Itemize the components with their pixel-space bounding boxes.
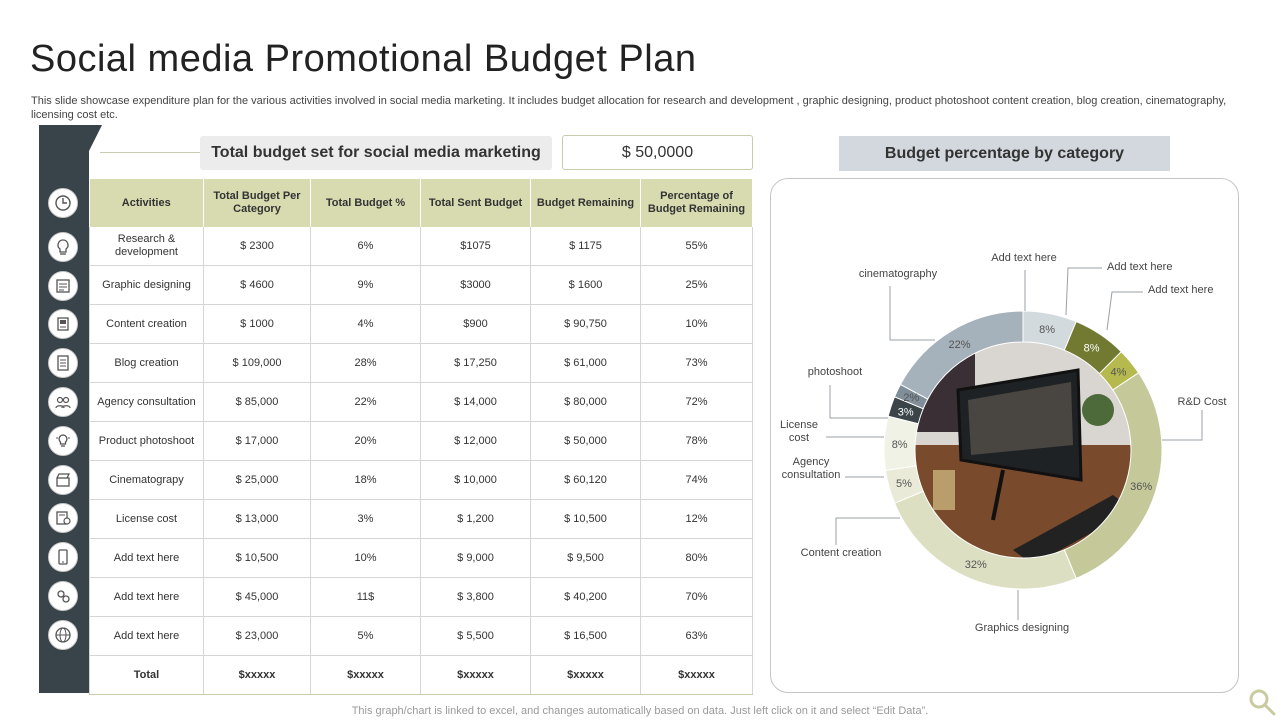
percent-remaining-cell: 12% (641, 500, 753, 539)
budget-percent-cell: 18% (311, 461, 421, 500)
percent-remaining-cell: 80% (641, 539, 753, 578)
callout-line (1107, 292, 1143, 330)
budget-percent-cell: 4% (311, 305, 421, 344)
budget-per-category-cell: $ 2300 (204, 227, 311, 266)
pie-slice-label: 22% (948, 339, 971, 352)
pie-slice-label: 36% (1130, 480, 1153, 493)
sent-budget-cell: $ 14,000 (421, 383, 531, 422)
callout-line (890, 286, 935, 340)
budget-remaining-cell: $ 16,500 (531, 617, 641, 656)
percent-remaining-cell: 70% (641, 578, 753, 617)
activity-cell: Product photoshoot (90, 422, 204, 461)
activity-cell: Graphic designing (90, 266, 204, 305)
total-value: $xxxxx (531, 656, 641, 695)
pie-slice-label: 2% (903, 392, 920, 405)
callout-line (836, 518, 900, 545)
sent-budget-cell: $ 3,800 (421, 578, 531, 617)
callout-label: R&D Cost (1177, 396, 1227, 408)
callout-label: Add text here (991, 252, 1057, 264)
budget-per-category-cell: $ 13,000 (204, 500, 311, 539)
percent-remaining-cell: 63% (641, 617, 753, 656)
sent-budget-cell: $ 12,000 (421, 422, 531, 461)
budget-remaining-cell: $ 90,750 (531, 305, 641, 344)
budget-percent-cell: 6% (311, 227, 421, 266)
budget-percent-cell: 5% (311, 617, 421, 656)
activity-cell: Agency consultation (90, 383, 204, 422)
pie-slice-label: 8% (1039, 323, 1056, 336)
budget-remaining-cell: $ 1600 (531, 266, 641, 305)
sent-budget-cell: $1075 (421, 227, 531, 266)
header-percent-remaining: Percentage of Budget Remaining (641, 179, 753, 227)
total-budget-value: $ 50,0000 (562, 135, 753, 170)
page-description: This slide showcase expenditure plan for the various activities involved in social media marketing. It includes budget allocation for research and development , graphic designing, product photoshoot content creation, blog creation, cinematography, licensing cost etc. (31, 95, 1227, 121)
budget-remaining-cell: $ 40,200 (531, 578, 641, 617)
header-activities: Activities (90, 179, 204, 227)
budget-per-category-cell: $ 4600 (204, 266, 311, 305)
callout-line (1066, 268, 1102, 315)
header-total-sent-budget: Total Sent Budget (421, 179, 531, 227)
total-value: $xxxxx (641, 656, 753, 695)
budget-percent-cell: 11$ (311, 578, 421, 617)
pie-slice-label: 4% (1110, 366, 1127, 379)
callout-label: Agency consultation (781, 456, 841, 481)
total-label: Total (90, 656, 204, 695)
callout-label: Graphics designing (974, 622, 1070, 634)
budget-remaining-cell: $ 80,000 (531, 383, 641, 422)
total-value: $xxxxx (421, 656, 531, 695)
activity-cell: Add text here (90, 539, 204, 578)
percent-remaining-cell: 10% (641, 305, 753, 344)
sent-budget-cell: $ 17,250 (421, 344, 531, 383)
pie-chart-title: Budget percentage by category (839, 136, 1170, 171)
budget-per-category-cell: $ 25,000 (204, 461, 311, 500)
percent-remaining-cell: 25% (641, 266, 753, 305)
budget-per-category-cell: $ 85,000 (204, 383, 311, 422)
activity-cell: Add text here (90, 578, 204, 617)
sent-budget-cell: $ 9,000 (421, 539, 531, 578)
callout-line (1162, 410, 1202, 440)
callout-line (830, 385, 888, 418)
budget-remaining-cell: $ 60,120 (531, 461, 641, 500)
activity-cell: Cinematograpy (90, 461, 204, 500)
budget-per-category-cell: $ 109,000 (204, 344, 311, 383)
budget-remaining-cell: $ 1175 (531, 227, 641, 266)
budget-percent-cell: 9% (311, 266, 421, 305)
sent-budget-cell: $900 (421, 305, 531, 344)
center-photo (915, 342, 1133, 661)
budget-percent-cell: 28% (311, 344, 421, 383)
percent-remaining-cell: 72% (641, 383, 753, 422)
activity-cell: License cost (90, 500, 204, 539)
callout-label: Add text here (1148, 284, 1214, 296)
activity-cell: Research & development (90, 227, 204, 266)
percent-remaining-cell: 74% (641, 461, 753, 500)
header-budget-remaining: Budget Remaining (531, 179, 641, 227)
pie-slice-label: 8% (1083, 342, 1100, 355)
sent-budget-cell: $3000 (421, 266, 531, 305)
budget-per-category-cell: $ 23,000 (204, 617, 311, 656)
budget-percent-cell: 10% (311, 539, 421, 578)
pie-slice-label: 5% (896, 477, 912, 490)
total-value: $xxxxx (204, 656, 311, 695)
activity-cell: Content creation (90, 305, 204, 344)
total-budget-label: Total budget set for social media marketing (200, 136, 552, 170)
callout-label: License cost (780, 419, 818, 444)
pie-slice-label: 32% (964, 559, 987, 572)
budget-per-category-cell: $ 10,500 (204, 539, 311, 578)
total-value: $xxxxx (311, 656, 421, 695)
budget-percent-cell: 20% (311, 422, 421, 461)
callout-label: Add text here (1107, 261, 1173, 273)
callout-label: cinematography (858, 268, 938, 280)
budget-remaining-cell: $ 61,000 (531, 344, 641, 383)
sent-budget-cell: $ 10,000 (421, 461, 531, 500)
footer-note: This graph/chart is linked to excel, and changes automatically based on data. Just left click on it and select “Edit Data”. (351, 705, 929, 717)
header-total-budget-per-category: Total Budget Per Category (204, 179, 311, 227)
page-title: Social media Promotional Budget Plan (30, 38, 697, 80)
percent-remaining-cell: 73% (641, 344, 753, 383)
sent-budget-cell: $ 5,500 (421, 617, 531, 656)
callout-label: Content creation (800, 547, 882, 559)
search-icon (1248, 688, 1276, 721)
percent-remaining-cell: 78% (641, 422, 753, 461)
budget-per-category-cell: $ 17,000 (204, 422, 311, 461)
budget-percent-cell: 22% (311, 383, 421, 422)
activity-cell: Blog creation (90, 344, 204, 383)
budget-per-category-cell: $ 1000 (204, 305, 311, 344)
budget-remaining-cell: $ 10,500 (531, 500, 641, 539)
budget-per-category-cell: $ 45,000 (204, 578, 311, 617)
budget-percent-cell: 3% (311, 500, 421, 539)
budget-remaining-cell: $ 50,000 (531, 422, 641, 461)
activity-cell: Add text here (90, 617, 204, 656)
pie-slice-label: 3% (897, 406, 914, 419)
sent-budget-cell: $ 1,200 (421, 500, 531, 539)
pie-slice-label: 8% (891, 438, 908, 451)
budget-remaining-cell: $ 9,500 (531, 539, 641, 578)
callout-label: photoshoot (807, 366, 863, 378)
header-total-budget-percent: Total Budget % (311, 179, 421, 227)
percent-remaining-cell: 55% (641, 227, 753, 266)
